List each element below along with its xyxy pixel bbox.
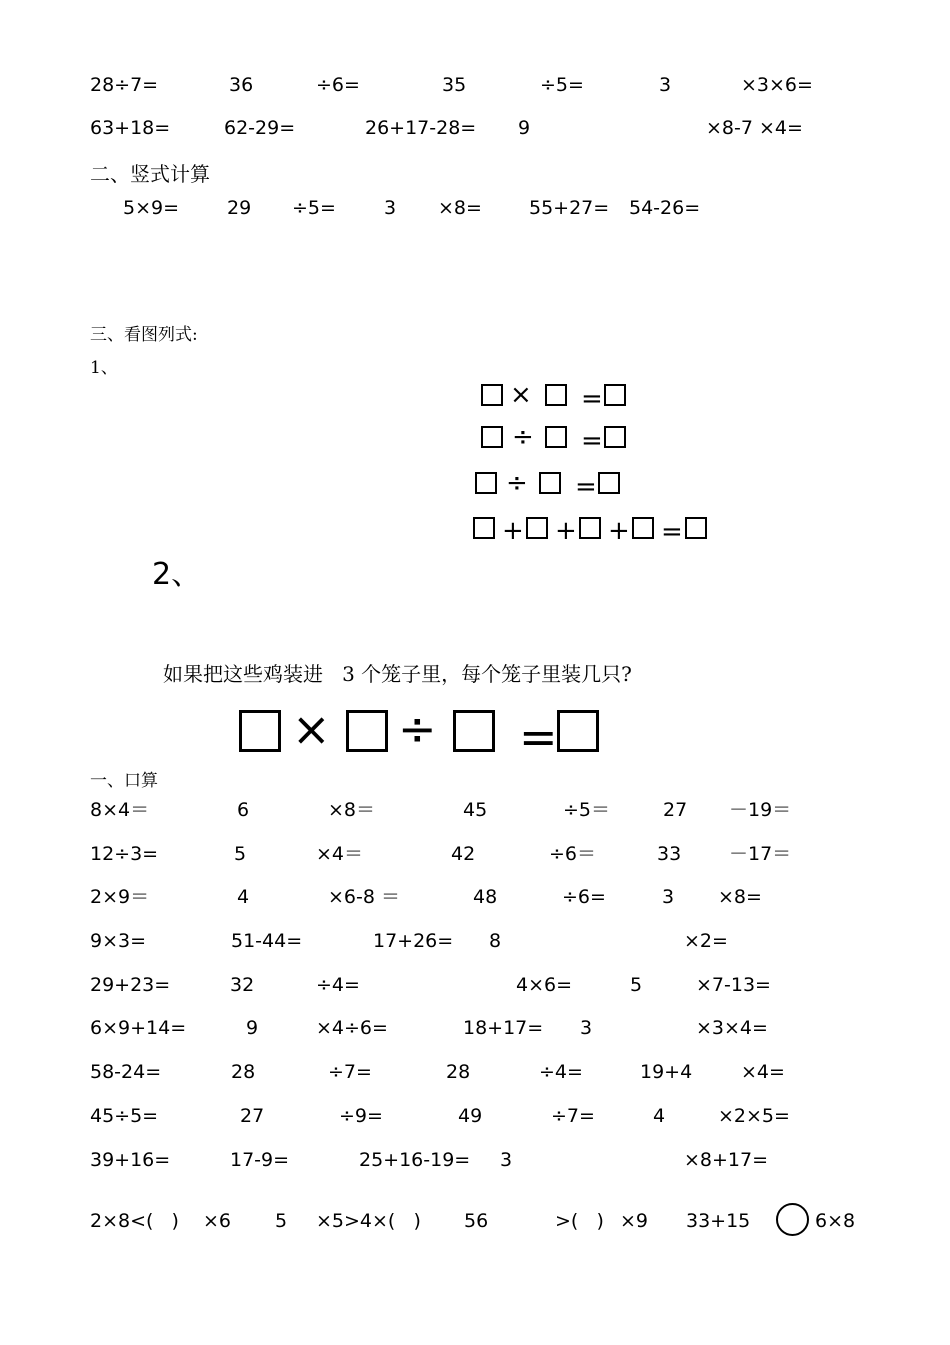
expr: 3 xyxy=(580,1017,593,1039)
expr: 28÷7= xyxy=(90,74,159,96)
expr: ÷5= xyxy=(292,197,336,219)
expr: ÷5＝ xyxy=(563,799,611,821)
expr: －17＝ xyxy=(729,843,792,865)
section-title-vertical-calc: 二、竖式计算 xyxy=(90,162,210,186)
expr: ×8= xyxy=(438,197,482,219)
expr: 9 xyxy=(518,117,531,139)
expr: 8×4＝ xyxy=(90,799,150,821)
equals-sign: = xyxy=(581,426,603,456)
expr: ÷7= xyxy=(551,1105,595,1127)
answer-box[interactable] xyxy=(545,426,567,448)
expr: 5×9= xyxy=(123,197,180,219)
expr: 33+15 xyxy=(686,1210,751,1232)
expr: ×7-13= xyxy=(696,974,771,996)
expr: 9 xyxy=(246,1017,259,1039)
expr: ×2×5= xyxy=(718,1105,790,1127)
problem-2-question: 如果把这些鸡装进 3 个笼子里，每个笼子里装几只? xyxy=(163,662,632,686)
expr: 2×9＝ xyxy=(90,886,150,908)
expr: 27 xyxy=(240,1105,265,1127)
expr: ×4＝ xyxy=(316,843,364,865)
plus-sign: + xyxy=(555,516,577,546)
expr: 45 xyxy=(463,799,488,821)
answer-box[interactable] xyxy=(632,517,654,539)
expr: 4×6= xyxy=(516,974,573,996)
answer-box[interactable] xyxy=(239,710,281,752)
expr: 6×9+14= xyxy=(90,1017,187,1039)
expr: 62-29= xyxy=(224,117,296,139)
expr: ×3×6= xyxy=(741,74,813,96)
expr: ×5>4×( ) xyxy=(316,1210,421,1232)
expr: 6 xyxy=(237,799,250,821)
expr: 5 xyxy=(630,974,643,996)
expr: ×3×4= xyxy=(696,1017,768,1039)
expr: ÷4= xyxy=(539,1061,583,1083)
answer-box[interactable] xyxy=(557,710,599,752)
answer-box[interactable] xyxy=(598,472,620,494)
expr: ×8-7 ×4= xyxy=(706,117,803,139)
expr: 2×8<( ) xyxy=(90,1210,179,1232)
expr: 32 xyxy=(230,974,255,996)
expr: 42 xyxy=(451,843,476,865)
expr: 18+17= xyxy=(463,1017,544,1039)
expr: 28 xyxy=(231,1061,256,1083)
expr: 12÷3= xyxy=(90,843,159,865)
expr: ÷6= xyxy=(562,886,606,908)
expr: ×8＝ xyxy=(328,799,376,821)
expr: 3 xyxy=(662,886,675,908)
expr: ×6 xyxy=(203,1210,232,1232)
expr: 29+23= xyxy=(90,974,171,996)
expr: 5 xyxy=(234,843,247,865)
answer-box[interactable] xyxy=(481,384,503,406)
expr: ÷7= xyxy=(328,1061,372,1083)
expr: 56 xyxy=(464,1210,489,1232)
plus-sign: + xyxy=(502,516,524,546)
answer-box[interactable] xyxy=(473,517,495,539)
answer-box[interactable] xyxy=(685,517,707,539)
expr: >( ) xyxy=(555,1210,604,1232)
expr: 26+17-28= xyxy=(365,117,477,139)
plus-sign: + xyxy=(608,516,630,546)
times-sign: × xyxy=(510,380,532,410)
answer-box[interactable] xyxy=(453,710,495,752)
expr: 28 xyxy=(446,1061,471,1083)
expr: 36 xyxy=(229,74,254,96)
expr: 51-44= xyxy=(231,930,303,952)
section-title-picture-equation: 三、看图列式: xyxy=(90,325,198,345)
expr: 35 xyxy=(442,74,467,96)
expr: 17+26= xyxy=(373,930,454,952)
expr: 6×8 xyxy=(815,1210,856,1232)
expr: 49 xyxy=(458,1105,483,1127)
expr: 45÷5= xyxy=(90,1105,159,1127)
answer-box[interactable] xyxy=(579,517,601,539)
expr: 48 xyxy=(473,886,498,908)
expr: ÷5= xyxy=(540,74,584,96)
expr: 4 xyxy=(653,1105,666,1127)
answer-box[interactable] xyxy=(346,710,388,752)
answer-box[interactable] xyxy=(481,426,503,448)
expr: －19＝ xyxy=(729,799,792,821)
problem-label-1: 1、 xyxy=(90,358,118,378)
expr: 3 xyxy=(500,1149,513,1171)
expr: 55+27= xyxy=(529,197,610,219)
expr: ×2= xyxy=(684,930,728,952)
expr: 3 xyxy=(384,197,397,219)
expr: 39+16= xyxy=(90,1149,171,1171)
expr: 8 xyxy=(489,930,502,952)
expr: 54-26= xyxy=(629,197,701,219)
answer-box[interactable] xyxy=(604,384,626,406)
divide-sign: ÷ xyxy=(506,468,528,498)
expr: 9×3= xyxy=(90,930,147,952)
compare-circle[interactable] xyxy=(776,1203,809,1236)
expr: ×8+17= xyxy=(684,1149,769,1171)
expr: 17-9= xyxy=(230,1149,290,1171)
expr: 27 xyxy=(663,799,688,821)
expr: 4 xyxy=(237,886,250,908)
equals-sign: = xyxy=(581,384,603,414)
equals-sign: = xyxy=(661,517,683,547)
expr: ×9 xyxy=(620,1210,649,1232)
expr: 5 xyxy=(275,1210,288,1232)
expr: 25+16-19= xyxy=(359,1149,471,1171)
equals-sign: = xyxy=(519,710,558,764)
answer-box[interactable] xyxy=(545,384,567,406)
problem-label-2: 2、 xyxy=(152,557,202,592)
expr: 58-24= xyxy=(90,1061,162,1083)
answer-box[interactable] xyxy=(475,472,497,494)
expr: ÷9= xyxy=(339,1105,383,1127)
expr: 3 xyxy=(659,74,672,96)
answer-box[interactable] xyxy=(526,517,548,539)
expr: 33 xyxy=(657,843,682,865)
expr: 29 xyxy=(227,197,252,219)
expr: ÷6＝ xyxy=(549,843,597,865)
divide-sign: ÷ xyxy=(398,702,437,756)
section-title-oral-calc: 一、口算 xyxy=(90,771,158,791)
expr: ÷6= xyxy=(316,74,360,96)
answer-box[interactable] xyxy=(604,426,626,448)
expr: ×4= xyxy=(741,1061,785,1083)
expr: 19+4 xyxy=(640,1061,693,1083)
answer-box[interactable] xyxy=(539,472,561,494)
expr: 63+18= xyxy=(90,117,171,139)
divide-sign: ÷ xyxy=(512,422,534,452)
equals-sign: = xyxy=(575,472,597,502)
expr: ×6-8 ＝ xyxy=(328,886,400,908)
times-sign: × xyxy=(292,702,331,756)
expr: ×8= xyxy=(718,886,762,908)
expr: ÷4= xyxy=(316,974,360,996)
expr: ×4÷6= xyxy=(316,1017,388,1039)
